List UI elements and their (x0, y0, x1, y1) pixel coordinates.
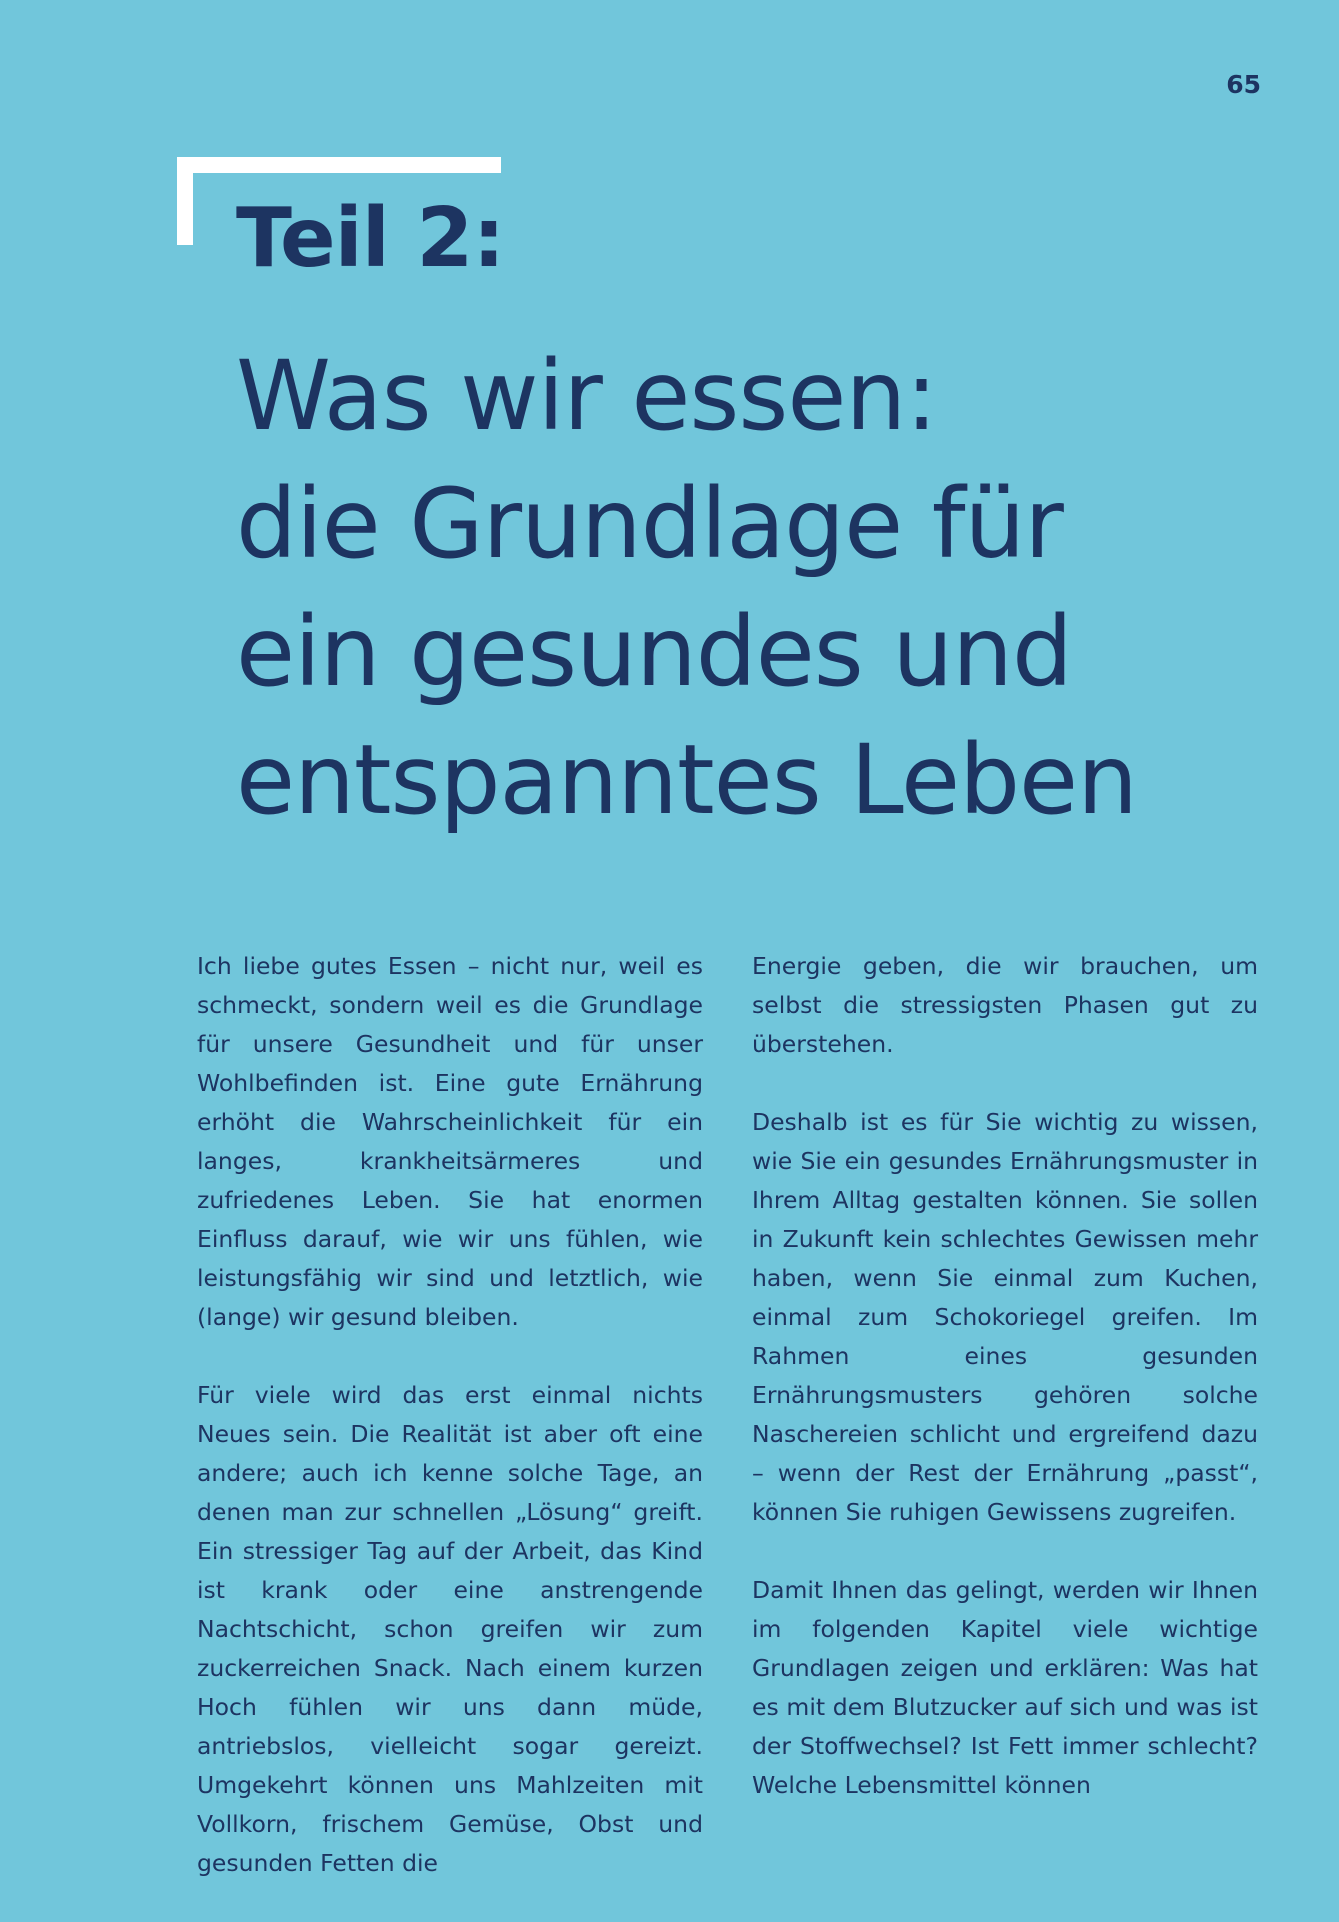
body-paragraph: Für viele wird das erst einmal nichts Neues sein. Die Realität ist aber oft eine andere; auch ich kenne solche Tage, an denen man zur schnellen „Lösung“ greift. Ein stressiger Tag auf der Arbeit, das Kind ist krank oder eine anstrengende Nachtschicht, schon greifen wir zum zuckerreichen Snack. Nach einem kurzen Hoch fühlen wir uns dann müde, antriebslos, vielleicht sogar gereizt. Umgekehrt können uns Mahlzeiten mit Vollkorn, frischem Gemüse, Obst und gesunden Fetten die (197, 1381, 703, 1877)
body-paragraph: Deshalb ist es für Sie wichtig zu wissen, wie Sie ein gesundes Ernährungsmuster in Ihrem Alltag gestalten können. Sie sollen in Zukunft kein schlechtes Gewissen mehr haben, wenn Sie einmal zum Kuchen, einmal zum Schokoriegel greifen. Im Rahmen eines gesunden Ernährungsmusters gehören solche Naschereien schlicht und ergreifend dazu – wenn der Rest der Ernährung „passt“, können Sie ruhigen Gewissens zugreifen. (752, 1108, 1258, 1526)
text-column-right (752, 947, 1258, 1844)
part-label: Teil 2: (236, 191, 505, 286)
chapter-title-line: ein gesundes und (236, 596, 1072, 708)
body-paragraph: Damit Ihnen das gelingt, werden wir Ihnen im folgenden Kapitel viele wichtige Grundlagen zeigen und erklären: Was hat es mit dem Blutzucker auf sich und was ist der Stoffwechsel? Ist Fett immer schlecht? Welche Lebensmittel können (752, 1576, 1258, 1799)
bracket-vertical-bar (177, 157, 193, 245)
page-number: 65 (1226, 70, 1261, 99)
chapter-title-line: Was wir essen: (236, 340, 937, 452)
body-paragraph: Energie geben, die wir brauchen, um selbst die stressigsten Phasen gut zu überstehen. (752, 952, 1258, 1058)
chapter-title-line: die Grundlage für (236, 468, 1063, 580)
bracket-horizontal-bar (177, 157, 501, 173)
body-paragraph: Ich liebe gutes Essen – nicht nur, weil es schmeckt, sondern weil es die Grundlage für unsere Gesundheit und für unser Wohlbefinden ist. Eine gute Ernährung erhöht die Wahrscheinlichkeit für ein langes, krankheitsärmeres und zufriedenes Leben. Sie hat enormen Einfluss darauf, wie wir uns fühlen, wie leistungsfähig wir sind und letztlich, wie (lange) wir gesund bleiben. (197, 952, 703, 1331)
text-column-left (197, 947, 703, 1922)
chapter-title (236, 332, 1137, 844)
chapter-title-line: entspanntes Leben (236, 724, 1137, 836)
